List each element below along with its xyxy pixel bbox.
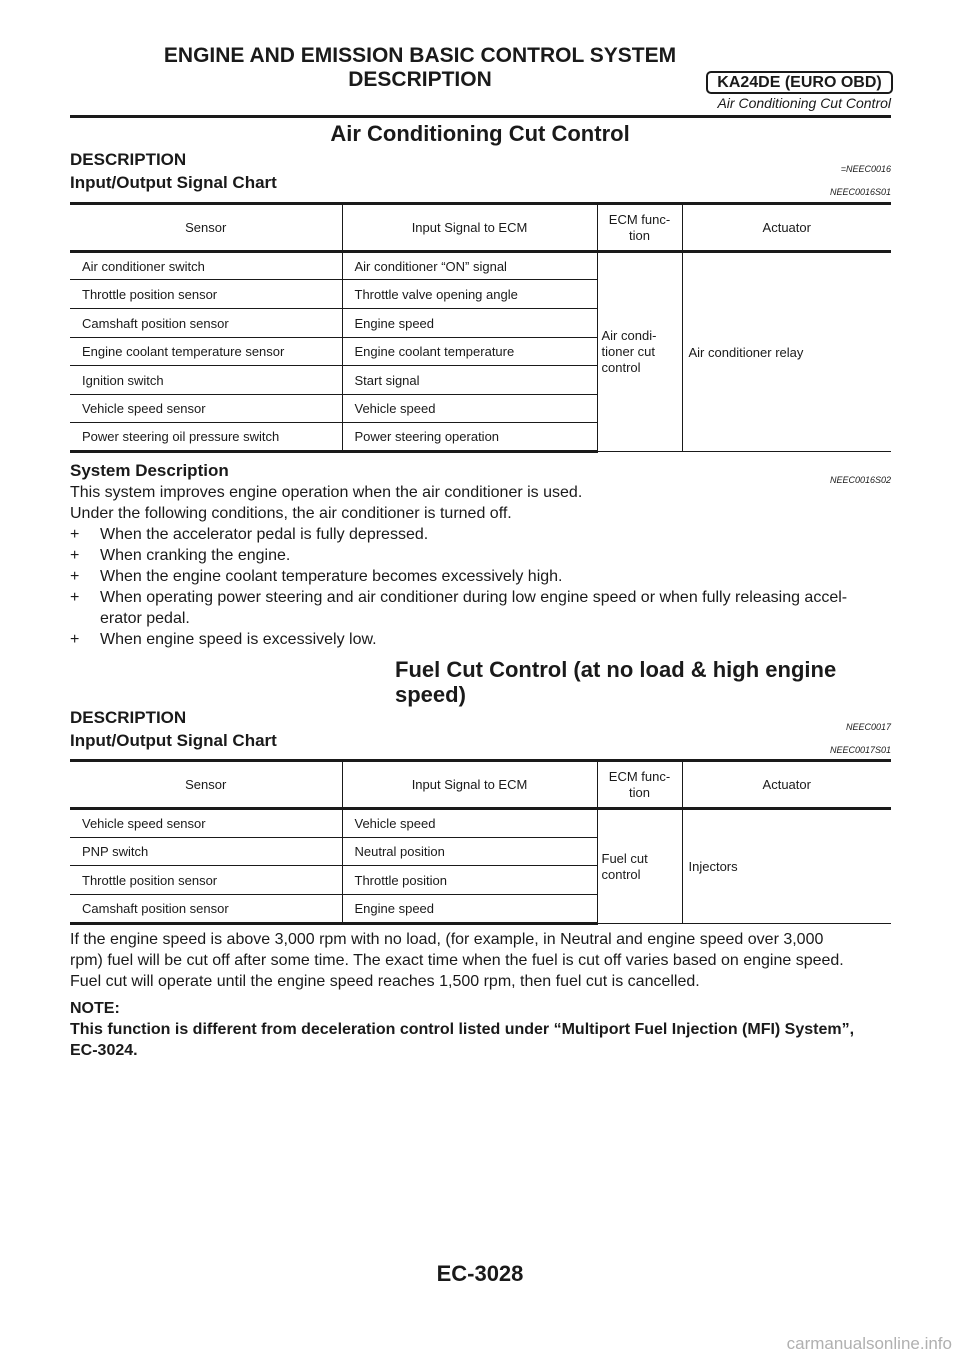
input-cell: Vehicle speed [342,809,597,838]
bullet-text: When operating power steering and air conditioner during low engine speed or when fully releasing accel- erator pedal. [100,589,848,627]
col-header-actuator: Actuator [682,761,891,809]
note-label: NOTE: [70,1000,120,1017]
ecm-function-cell: Fuel cut control [597,809,682,924]
sensor-cell: Vehicle speed sensor [70,809,342,838]
header-title-line2: DESCRIPTION [348,68,492,91]
bullet-text: When the accelerator pedal is fully depressed. [100,526,429,543]
list-item [70,587,891,629]
system-description-code: NEEC0016S02 [829,475,891,485]
section2-title-line2: speed) [395,682,466,707]
ecm-function-cell: Air condi- tioner cut control [597,252,682,452]
table-row [70,809,891,838]
col-header-actuator: Actuator [682,204,891,252]
section1-title: Air Conditioning Cut Control [330,121,630,146]
section2-chart-code: NEEC0017S01 [829,745,891,755]
header-title-line1: ENGINE AND EMISSION BASIC CONTROL SYSTEM [163,44,677,67]
fuel-cut-para-line3: Fuel cut will operate until the engine speed reaches 1,500 rpm, then fuel cut is cancelled. [70,973,700,990]
bullet-text: When the engine coolant temperature becomes excessively high. [100,568,563,585]
section1-description-code: =NEEC0016 [840,164,891,174]
sensor-cell: Engine coolant temperature sensor [70,338,342,366]
sensor-cell: Vehicle speed sensor [70,395,342,423]
col-header-function: ECM func- tion [597,761,682,809]
section1-description-heading: DESCRIPTION [70,150,187,169]
input-cell: Start signal [342,366,597,395]
section2-chart-heading: Input/Output Signal Chart [70,731,277,750]
col-header-sensor: Sensor [70,761,342,809]
col-header-function: ECM func- tion [597,204,682,252]
sensor-cell: Power steering oil pressure switch [70,423,342,452]
header-rule [70,115,891,118]
bullet-mark: + [70,631,80,648]
input-cell: Power steering operation [342,423,597,452]
fuel-cut-signal-table [70,759,891,925]
watermark-link[interactable]: carmanualsonline.info [786,1334,952,1353]
note-line2: EC-3024. [70,1042,138,1059]
table-header-row [70,204,891,252]
ac-cut-signal-table [70,202,891,453]
fuel-cut-para-line1: If the engine speed is above 3,000 rpm with no load, (for example, in Neutral and engine speed over 3,000 [70,931,824,948]
system-para-1: This system improves engine operation when the air conditioner is used. [70,484,583,501]
bullet-mark: + [70,526,80,543]
sensor-cell: Throttle position sensor [70,280,342,309]
input-cell: Engine speed [342,895,597,924]
section1-chart-heading: Input/Output Signal Chart [70,173,277,192]
bullet-text: When engine speed is excessively low. [100,631,377,648]
actuator-cell: Air conditioner relay [682,252,891,452]
col-header-sensor: Sensor [70,204,342,252]
input-cell: Throttle valve opening angle [342,280,597,309]
col-header-input: Input Signal to ECM [342,761,597,809]
section2-title-line1: Fuel Cut Control (at no load & high engine [395,657,837,682]
note-line1: This function is different from deceleration control listed under “Multiport Fuel Injection (MFI) System”, [70,1021,855,1038]
sensor-cell: PNP switch [70,838,342,866]
input-cell: Neutral position [342,838,597,866]
table-header-row [70,761,891,809]
input-cell: Engine speed [342,309,597,338]
actuator-cell: Injectors [682,809,891,924]
sensor-cell: Camshaft position sensor [70,309,342,338]
sensor-cell: Throttle position sensor [70,866,342,895]
bullet-mark: + [70,568,80,585]
sensor-cell: Ignition switch [70,366,342,395]
table-row [70,252,891,280]
header-subtitle: Air Conditioning Cut Control [717,95,891,111]
section2-description-heading: DESCRIPTION [70,708,187,727]
col-header-input: Input Signal to ECM [342,204,597,252]
engine-badge: KA24DE (EURO OBD) [706,71,893,94]
section1-chart-code: NEEC0016S01 [829,187,891,197]
input-cell: Throttle position [342,866,597,895]
input-cell: Air conditioner “ON” signal [342,252,597,280]
bullet-mark: + [70,589,80,606]
sensor-cell: Air conditioner switch [70,252,342,280]
sensor-cell: Camshaft position sensor [70,895,342,924]
input-cell: Vehicle speed [342,395,597,423]
section2-description-code: NEEC0017 [845,722,891,732]
bullet-text: When cranking the engine. [100,547,291,564]
page-number: EC-3028 [436,1261,524,1286]
fuel-cut-para-line2: rpm) fuel will be cut off after some time. The exact time when the fuel is cut off varies based on engine speed. [70,952,844,969]
bullet-mark: + [70,547,80,564]
system-description-heading: System Description [70,461,229,480]
input-cell: Engine coolant temperature [342,338,597,366]
system-para-2: Under the following conditions, the air conditioner is turned off. [70,505,512,522]
